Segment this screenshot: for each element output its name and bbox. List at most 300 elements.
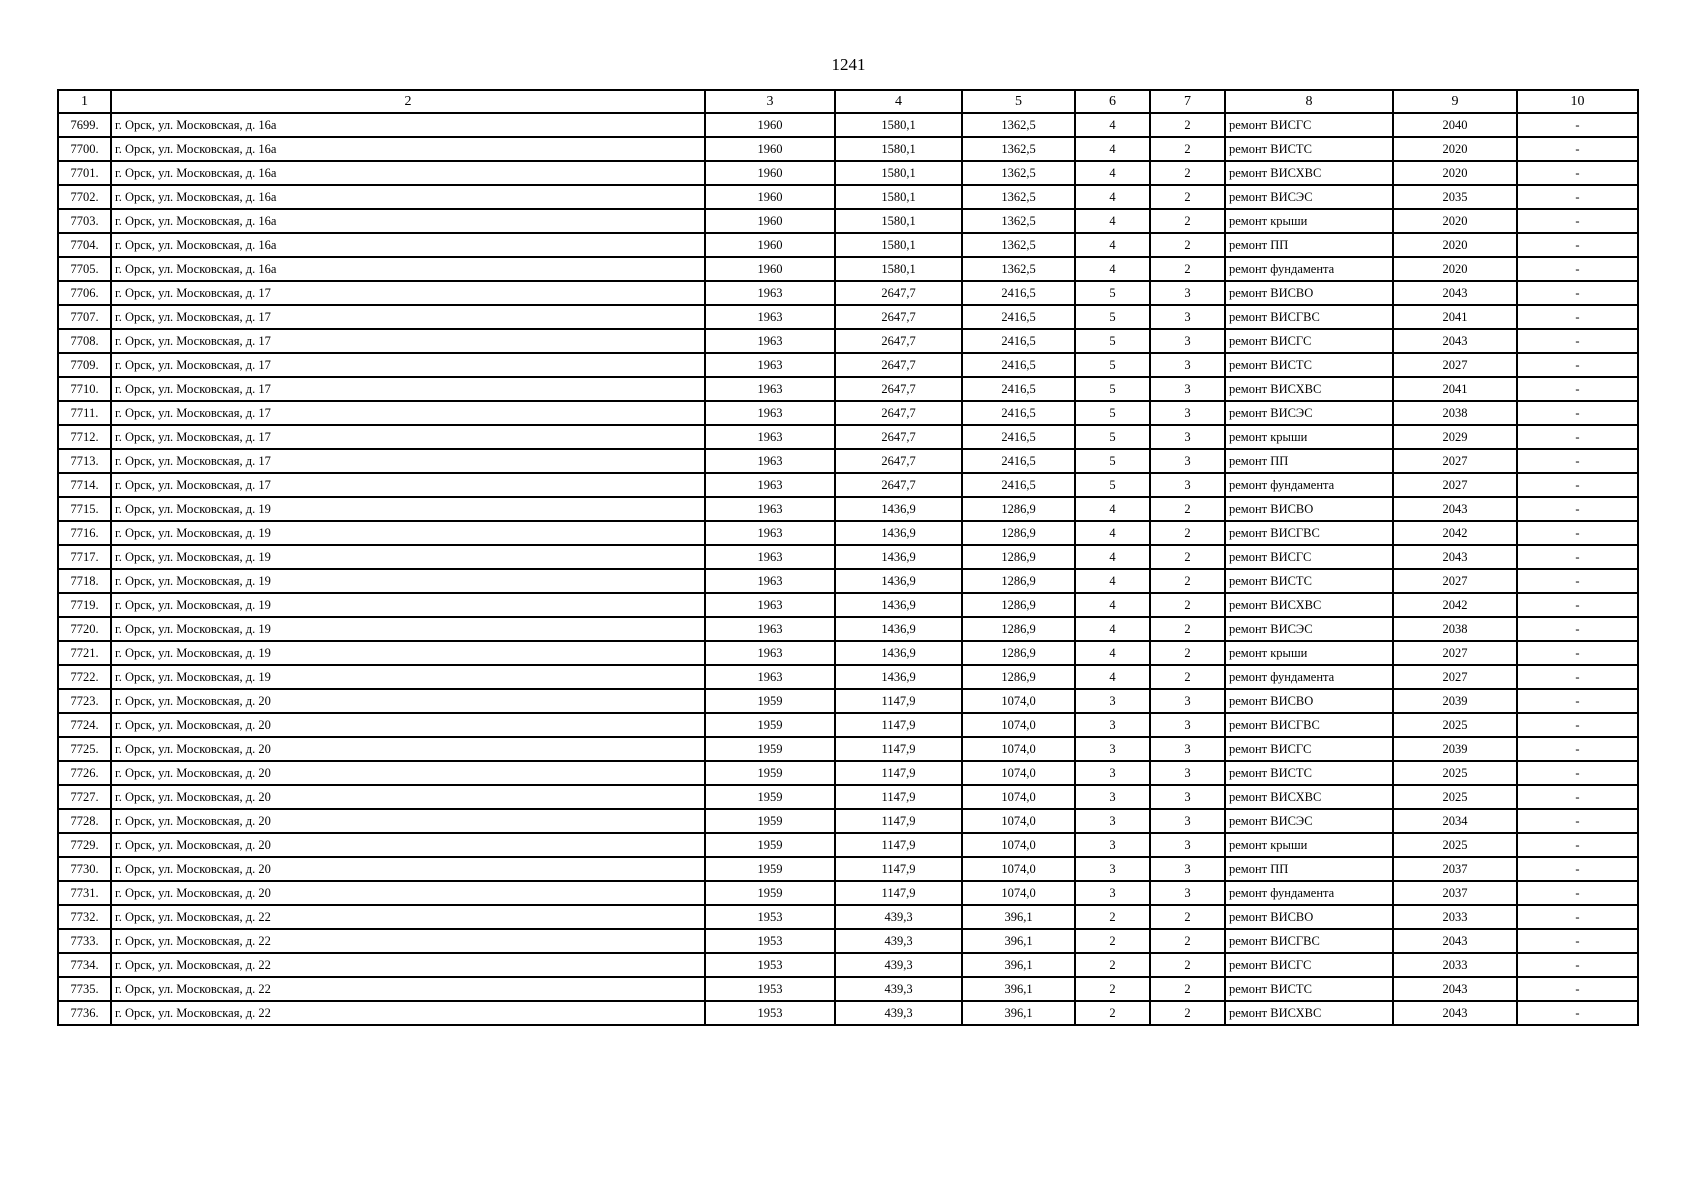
total-area-cell: 1147,9 bbox=[835, 761, 962, 785]
note-cell: - bbox=[1517, 833, 1638, 857]
work-type-cell: ремонт фундамента bbox=[1225, 881, 1393, 905]
row-number-cell: 7713. bbox=[58, 449, 111, 473]
address-cell: г. Орск, ул. Московская, д. 16а bbox=[111, 185, 705, 209]
entrances-cell: 3 bbox=[1150, 761, 1225, 785]
table-row bbox=[58, 209, 1638, 233]
address-cell: г. Орск, ул. Московская, д. 17 bbox=[111, 353, 705, 377]
note-cell: - bbox=[1517, 713, 1638, 737]
living-area-cell: 396,1 bbox=[962, 1001, 1075, 1025]
entrances-cell: 2 bbox=[1150, 545, 1225, 569]
planned-year-cell: 2043 bbox=[1393, 929, 1517, 953]
living-area-cell: 1074,0 bbox=[962, 857, 1075, 881]
planned-year-cell: 2041 bbox=[1393, 377, 1517, 401]
year-cell: 1959 bbox=[705, 737, 835, 761]
table-row bbox=[58, 329, 1638, 353]
table-row bbox=[58, 545, 1638, 569]
registry-table bbox=[57, 89, 1639, 1026]
table-body bbox=[58, 113, 1638, 1025]
table-row bbox=[58, 785, 1638, 809]
floors-cell: 5 bbox=[1075, 401, 1150, 425]
total-area-cell: 1147,9 bbox=[835, 785, 962, 809]
floors-cell: 5 bbox=[1075, 377, 1150, 401]
work-type-cell: ремонт ВИСХВС bbox=[1225, 1001, 1393, 1025]
entrances-cell: 2 bbox=[1150, 185, 1225, 209]
work-type-cell: ремонт фундамента bbox=[1225, 665, 1393, 689]
work-type-cell: ремонт ВИСХВС bbox=[1225, 593, 1393, 617]
living-area-cell: 1074,0 bbox=[962, 881, 1075, 905]
total-area-cell: 1436,9 bbox=[835, 641, 962, 665]
planned-year-cell: 2027 bbox=[1393, 665, 1517, 689]
year-cell: 1960 bbox=[705, 161, 835, 185]
planned-year-cell: 2039 bbox=[1393, 737, 1517, 761]
table-row bbox=[58, 953, 1638, 977]
living-area-cell: 396,1 bbox=[962, 905, 1075, 929]
living-area-cell: 2416,5 bbox=[962, 473, 1075, 497]
table-row bbox=[58, 1001, 1638, 1025]
planned-year-cell: 2034 bbox=[1393, 809, 1517, 833]
note-cell: - bbox=[1517, 1001, 1638, 1025]
living-area-cell: 1074,0 bbox=[962, 833, 1075, 857]
work-type-cell: ремонт ВИСГВС bbox=[1225, 521, 1393, 545]
floors-cell: 3 bbox=[1075, 761, 1150, 785]
work-type-cell: ремонт ВИСТС bbox=[1225, 137, 1393, 161]
address-cell: г. Орск, ул. Московская, д. 20 bbox=[111, 713, 705, 737]
note-cell: - bbox=[1517, 233, 1638, 257]
work-type-cell: ремонт ВИСГВС bbox=[1225, 305, 1393, 329]
year-cell: 1963 bbox=[705, 425, 835, 449]
floors-cell: 3 bbox=[1075, 809, 1150, 833]
table-row bbox=[58, 473, 1638, 497]
address-cell: г. Орск, ул. Московская, д. 17 bbox=[111, 329, 705, 353]
planned-year-cell: 2027 bbox=[1393, 353, 1517, 377]
note-cell: - bbox=[1517, 881, 1638, 905]
row-number-cell: 7705. bbox=[58, 257, 111, 281]
address-cell: г. Орск, ул. Московская, д. 20 bbox=[111, 689, 705, 713]
note-cell: - bbox=[1517, 977, 1638, 1001]
floors-cell: 5 bbox=[1075, 305, 1150, 329]
note-cell: - bbox=[1517, 569, 1638, 593]
floors-cell: 3 bbox=[1075, 689, 1150, 713]
year-cell: 1959 bbox=[705, 785, 835, 809]
note-cell: - bbox=[1517, 473, 1638, 497]
work-type-cell: ремонт крыши bbox=[1225, 425, 1393, 449]
floors-cell: 3 bbox=[1075, 737, 1150, 761]
entrances-cell: 3 bbox=[1150, 449, 1225, 473]
table-row bbox=[58, 689, 1638, 713]
note-cell: - bbox=[1517, 353, 1638, 377]
year-cell: 1963 bbox=[705, 521, 835, 545]
total-area-cell: 1147,9 bbox=[835, 689, 962, 713]
floors-cell: 5 bbox=[1075, 473, 1150, 497]
year-cell: 1953 bbox=[705, 953, 835, 977]
address-cell: г. Орск, ул. Московская, д. 19 bbox=[111, 617, 705, 641]
row-number-cell: 7732. bbox=[58, 905, 111, 929]
note-cell: - bbox=[1517, 521, 1638, 545]
planned-year-cell: 2029 bbox=[1393, 425, 1517, 449]
row-number-cell: 7734. bbox=[58, 953, 111, 977]
address-cell: г. Орск, ул. Московская, д. 20 bbox=[111, 737, 705, 761]
address-cell: г. Орск, ул. Московская, д. 22 bbox=[111, 1001, 705, 1025]
table-row bbox=[58, 617, 1638, 641]
entrances-cell: 3 bbox=[1150, 857, 1225, 881]
planned-year-cell: 2040 bbox=[1393, 113, 1517, 137]
address-cell: г. Орск, ул. Московская, д. 19 bbox=[111, 545, 705, 569]
year-cell: 1959 bbox=[705, 881, 835, 905]
year-cell: 1963 bbox=[705, 281, 835, 305]
floors-cell: 2 bbox=[1075, 1001, 1150, 1025]
planned-year-cell: 2039 bbox=[1393, 689, 1517, 713]
living-area-cell: 1074,0 bbox=[962, 713, 1075, 737]
total-area-cell: 1147,9 bbox=[835, 881, 962, 905]
row-number-cell: 7735. bbox=[58, 977, 111, 1001]
row-number-cell: 7701. bbox=[58, 161, 111, 185]
floors-cell: 4 bbox=[1075, 569, 1150, 593]
note-cell: - bbox=[1517, 809, 1638, 833]
living-area-cell: 2416,5 bbox=[962, 281, 1075, 305]
floors-cell: 4 bbox=[1075, 593, 1150, 617]
row-number-cell: 7700. bbox=[58, 137, 111, 161]
table-row bbox=[58, 401, 1638, 425]
entrances-cell: 3 bbox=[1150, 713, 1225, 737]
address-cell: г. Орск, ул. Московская, д. 19 bbox=[111, 497, 705, 521]
address-cell: г. Орск, ул. Московская, д. 16а bbox=[111, 113, 705, 137]
total-area-cell: 1436,9 bbox=[835, 545, 962, 569]
row-number-cell: 7718. bbox=[58, 569, 111, 593]
row-number-cell: 7711. bbox=[58, 401, 111, 425]
total-area-cell: 2647,7 bbox=[835, 377, 962, 401]
entrances-cell: 2 bbox=[1150, 233, 1225, 257]
work-type-cell: ремонт ВИСГС bbox=[1225, 545, 1393, 569]
row-number-cell: 7725. bbox=[58, 737, 111, 761]
floors-cell: 3 bbox=[1075, 713, 1150, 737]
table-row bbox=[58, 377, 1638, 401]
floors-cell: 4 bbox=[1075, 137, 1150, 161]
table-row bbox=[58, 929, 1638, 953]
entrances-cell: 2 bbox=[1150, 641, 1225, 665]
note-cell: - bbox=[1517, 689, 1638, 713]
planned-year-cell: 2020 bbox=[1393, 137, 1517, 161]
table-row bbox=[58, 257, 1638, 281]
living-area-cell: 1286,9 bbox=[962, 641, 1075, 665]
address-cell: г. Орск, ул. Московская, д. 17 bbox=[111, 377, 705, 401]
note-cell: - bbox=[1517, 737, 1638, 761]
row-number-cell: 7729. bbox=[58, 833, 111, 857]
living-area-cell: 1074,0 bbox=[962, 689, 1075, 713]
living-area-cell: 1074,0 bbox=[962, 785, 1075, 809]
note-cell: - bbox=[1517, 953, 1638, 977]
living-area-cell: 1362,5 bbox=[962, 161, 1075, 185]
row-number-cell: 7710. bbox=[58, 377, 111, 401]
floors-cell: 4 bbox=[1075, 545, 1150, 569]
row-number-cell: 7717. bbox=[58, 545, 111, 569]
table-row bbox=[58, 305, 1638, 329]
year-cell: 1959 bbox=[705, 713, 835, 737]
row-number-cell: 7736. bbox=[58, 1001, 111, 1025]
table-row bbox=[58, 641, 1638, 665]
table-row bbox=[58, 137, 1638, 161]
living-area-cell: 396,1 bbox=[962, 929, 1075, 953]
total-area-cell: 1436,9 bbox=[835, 617, 962, 641]
row-number-cell: 7720. bbox=[58, 617, 111, 641]
year-cell: 1960 bbox=[705, 209, 835, 233]
living-area-cell: 396,1 bbox=[962, 953, 1075, 977]
work-type-cell: ремонт ПП bbox=[1225, 449, 1393, 473]
year-cell: 1963 bbox=[705, 497, 835, 521]
address-cell: г. Орск, ул. Московская, д. 19 bbox=[111, 569, 705, 593]
year-cell: 1960 bbox=[705, 257, 835, 281]
planned-year-cell: 2042 bbox=[1393, 593, 1517, 617]
table-row bbox=[58, 425, 1638, 449]
column-header: 3 bbox=[705, 90, 835, 113]
entrances-cell: 2 bbox=[1150, 977, 1225, 1001]
note-cell: - bbox=[1517, 257, 1638, 281]
year-cell: 1963 bbox=[705, 449, 835, 473]
total-area-cell: 1436,9 bbox=[835, 665, 962, 689]
total-area-cell: 2647,7 bbox=[835, 449, 962, 473]
address-cell: г. Орск, ул. Московская, д. 22 bbox=[111, 905, 705, 929]
note-cell: - bbox=[1517, 497, 1638, 521]
entrances-cell: 3 bbox=[1150, 737, 1225, 761]
table-row bbox=[58, 497, 1638, 521]
table-row bbox=[58, 233, 1638, 257]
address-cell: г. Орск, ул. Московская, д. 20 bbox=[111, 833, 705, 857]
planned-year-cell: 2043 bbox=[1393, 329, 1517, 353]
work-type-cell: ремонт ВИСТС bbox=[1225, 761, 1393, 785]
address-cell: г. Орск, ул. Московская, д. 19 bbox=[111, 593, 705, 617]
table-row bbox=[58, 161, 1638, 185]
row-number-cell: 7699. bbox=[58, 113, 111, 137]
row-number-cell: 7712. bbox=[58, 425, 111, 449]
entrances-cell: 2 bbox=[1150, 665, 1225, 689]
note-cell: - bbox=[1517, 209, 1638, 233]
floors-cell: 3 bbox=[1075, 857, 1150, 881]
row-number-cell: 7722. bbox=[58, 665, 111, 689]
year-cell: 1953 bbox=[705, 905, 835, 929]
entrances-cell: 2 bbox=[1150, 521, 1225, 545]
note-cell: - bbox=[1517, 377, 1638, 401]
total-area-cell: 439,3 bbox=[835, 1001, 962, 1025]
total-area-cell: 2647,7 bbox=[835, 353, 962, 377]
work-type-cell: ремонт ПП bbox=[1225, 857, 1393, 881]
row-number-cell: 7721. bbox=[58, 641, 111, 665]
total-area-cell: 1580,1 bbox=[835, 161, 962, 185]
entrances-cell: 2 bbox=[1150, 257, 1225, 281]
planned-year-cell: 2042 bbox=[1393, 521, 1517, 545]
row-number-cell: 7709. bbox=[58, 353, 111, 377]
address-cell: г. Орск, ул. Московская, д. 16а bbox=[111, 233, 705, 257]
total-area-cell: 1147,9 bbox=[835, 737, 962, 761]
address-cell: г. Орск, ул. Московская, д. 20 bbox=[111, 881, 705, 905]
living-area-cell: 1286,9 bbox=[962, 617, 1075, 641]
living-area-cell: 2416,5 bbox=[962, 305, 1075, 329]
planned-year-cell: 2041 bbox=[1393, 305, 1517, 329]
column-header: 1 bbox=[58, 90, 111, 113]
work-type-cell: ремонт ВИСВО bbox=[1225, 689, 1393, 713]
table-row bbox=[58, 737, 1638, 761]
year-cell: 1960 bbox=[705, 185, 835, 209]
work-type-cell: ремонт ВИСГС bbox=[1225, 737, 1393, 761]
entrances-cell: 2 bbox=[1150, 209, 1225, 233]
work-type-cell: ремонт фундамента bbox=[1225, 473, 1393, 497]
column-header: 2 bbox=[111, 90, 705, 113]
planned-year-cell: 2025 bbox=[1393, 785, 1517, 809]
work-type-cell: ремонт крыши bbox=[1225, 833, 1393, 857]
planned-year-cell: 2025 bbox=[1393, 833, 1517, 857]
year-cell: 1959 bbox=[705, 689, 835, 713]
total-area-cell: 1580,1 bbox=[835, 137, 962, 161]
note-cell: - bbox=[1517, 281, 1638, 305]
floors-cell: 3 bbox=[1075, 881, 1150, 905]
planned-year-cell: 2027 bbox=[1393, 473, 1517, 497]
work-type-cell: ремонт ВИСГС bbox=[1225, 953, 1393, 977]
floors-cell: 3 bbox=[1075, 785, 1150, 809]
entrances-cell: 3 bbox=[1150, 881, 1225, 905]
address-cell: г. Орск, ул. Московская, д. 16а bbox=[111, 209, 705, 233]
living-area-cell: 1074,0 bbox=[962, 737, 1075, 761]
year-cell: 1963 bbox=[705, 377, 835, 401]
column-header: 8 bbox=[1225, 90, 1393, 113]
note-cell: - bbox=[1517, 641, 1638, 665]
planned-year-cell: 2025 bbox=[1393, 761, 1517, 785]
planned-year-cell: 2027 bbox=[1393, 641, 1517, 665]
planned-year-cell: 2037 bbox=[1393, 881, 1517, 905]
planned-year-cell: 2027 bbox=[1393, 449, 1517, 473]
floors-cell: 5 bbox=[1075, 353, 1150, 377]
floors-cell: 4 bbox=[1075, 209, 1150, 233]
living-area-cell: 1362,5 bbox=[962, 209, 1075, 233]
note-cell: - bbox=[1517, 857, 1638, 881]
floors-cell: 2 bbox=[1075, 953, 1150, 977]
note-cell: - bbox=[1517, 305, 1638, 329]
note-cell: - bbox=[1517, 449, 1638, 473]
row-number-cell: 7704. bbox=[58, 233, 111, 257]
entrances-cell: 3 bbox=[1150, 353, 1225, 377]
planned-year-cell: 2043 bbox=[1393, 977, 1517, 1001]
total-area-cell: 439,3 bbox=[835, 953, 962, 977]
planned-year-cell: 2038 bbox=[1393, 401, 1517, 425]
note-cell: - bbox=[1517, 329, 1638, 353]
year-cell: 1963 bbox=[705, 473, 835, 497]
entrances-cell: 3 bbox=[1150, 281, 1225, 305]
row-number-cell: 7727. bbox=[58, 785, 111, 809]
row-number-cell: 7706. bbox=[58, 281, 111, 305]
work-type-cell: ремонт ВИСТС bbox=[1225, 977, 1393, 1001]
year-cell: 1963 bbox=[705, 593, 835, 617]
entrances-cell: 3 bbox=[1150, 785, 1225, 809]
column-header: 7 bbox=[1150, 90, 1225, 113]
column-header: 5 bbox=[962, 90, 1075, 113]
entrances-cell: 3 bbox=[1150, 377, 1225, 401]
table-row bbox=[58, 857, 1638, 881]
living-area-cell: 2416,5 bbox=[962, 377, 1075, 401]
total-area-cell: 1580,1 bbox=[835, 257, 962, 281]
work-type-cell: ремонт ВИСЭС bbox=[1225, 185, 1393, 209]
year-cell: 1963 bbox=[705, 545, 835, 569]
year-cell: 1960 bbox=[705, 113, 835, 137]
entrances-cell: 2 bbox=[1150, 113, 1225, 137]
note-cell: - bbox=[1517, 929, 1638, 953]
total-area-cell: 1580,1 bbox=[835, 185, 962, 209]
floors-cell: 4 bbox=[1075, 113, 1150, 137]
planned-year-cell: 2020 bbox=[1393, 161, 1517, 185]
entrances-cell: 2 bbox=[1150, 593, 1225, 617]
row-number-cell: 7703. bbox=[58, 209, 111, 233]
row-number-cell: 7702. bbox=[58, 185, 111, 209]
planned-year-cell: 2043 bbox=[1393, 545, 1517, 569]
work-type-cell: ремонт ВИСГС bbox=[1225, 113, 1393, 137]
work-type-cell: ремонт ВИСГВС bbox=[1225, 713, 1393, 737]
entrances-cell: 2 bbox=[1150, 929, 1225, 953]
address-cell: г. Орск, ул. Московская, д. 17 bbox=[111, 425, 705, 449]
work-type-cell: ремонт ВИСТС bbox=[1225, 353, 1393, 377]
year-cell: 1963 bbox=[705, 665, 835, 689]
planned-year-cell: 2033 bbox=[1393, 953, 1517, 977]
column-header: 6 bbox=[1075, 90, 1150, 113]
living-area-cell: 2416,5 bbox=[962, 329, 1075, 353]
planned-year-cell: 2043 bbox=[1393, 497, 1517, 521]
address-cell: г. Орск, ул. Московская, д. 17 bbox=[111, 305, 705, 329]
living-area-cell: 2416,5 bbox=[962, 401, 1075, 425]
year-cell: 1963 bbox=[705, 305, 835, 329]
living-area-cell: 2416,5 bbox=[962, 449, 1075, 473]
floors-cell: 4 bbox=[1075, 521, 1150, 545]
year-cell: 1953 bbox=[705, 977, 835, 1001]
floors-cell: 4 bbox=[1075, 641, 1150, 665]
total-area-cell: 1580,1 bbox=[835, 209, 962, 233]
living-area-cell: 1362,5 bbox=[962, 257, 1075, 281]
total-area-cell: 1147,9 bbox=[835, 809, 962, 833]
entrances-cell: 2 bbox=[1150, 497, 1225, 521]
table-row bbox=[58, 593, 1638, 617]
living-area-cell: 1286,9 bbox=[962, 665, 1075, 689]
note-cell: - bbox=[1517, 665, 1638, 689]
total-area-cell: 1436,9 bbox=[835, 569, 962, 593]
note-cell: - bbox=[1517, 593, 1638, 617]
living-area-cell: 1362,5 bbox=[962, 185, 1075, 209]
year-cell: 1959 bbox=[705, 857, 835, 881]
work-type-cell: ремонт ВИСЭС bbox=[1225, 401, 1393, 425]
table-row bbox=[58, 977, 1638, 1001]
address-cell: г. Орск, ул. Московская, д. 16а bbox=[111, 257, 705, 281]
address-cell: г. Орск, ул. Московская, д. 22 bbox=[111, 977, 705, 1001]
total-area-cell: 1436,9 bbox=[835, 593, 962, 617]
living-area-cell: 1362,5 bbox=[962, 137, 1075, 161]
work-type-cell: ремонт ВИСВО bbox=[1225, 905, 1393, 929]
floors-cell: 4 bbox=[1075, 257, 1150, 281]
floors-cell: 4 bbox=[1075, 497, 1150, 521]
header-row bbox=[58, 90, 1638, 113]
year-cell: 1963 bbox=[705, 329, 835, 353]
entrances-cell: 2 bbox=[1150, 953, 1225, 977]
living-area-cell: 2416,5 bbox=[962, 353, 1075, 377]
entrances-cell: 3 bbox=[1150, 401, 1225, 425]
entrances-cell: 2 bbox=[1150, 569, 1225, 593]
total-area-cell: 2647,7 bbox=[835, 401, 962, 425]
floors-cell: 2 bbox=[1075, 929, 1150, 953]
entrances-cell: 3 bbox=[1150, 473, 1225, 497]
floors-cell: 4 bbox=[1075, 233, 1150, 257]
note-cell: - bbox=[1517, 161, 1638, 185]
living-area-cell: 1286,9 bbox=[962, 545, 1075, 569]
table-row bbox=[58, 521, 1638, 545]
entrances-cell: 3 bbox=[1150, 833, 1225, 857]
note-cell: - bbox=[1517, 785, 1638, 809]
floors-cell: 4 bbox=[1075, 185, 1150, 209]
floors-cell: 5 bbox=[1075, 281, 1150, 305]
table-row bbox=[58, 353, 1638, 377]
work-type-cell: ремонт ВИСХВС bbox=[1225, 785, 1393, 809]
year-cell: 1963 bbox=[705, 401, 835, 425]
